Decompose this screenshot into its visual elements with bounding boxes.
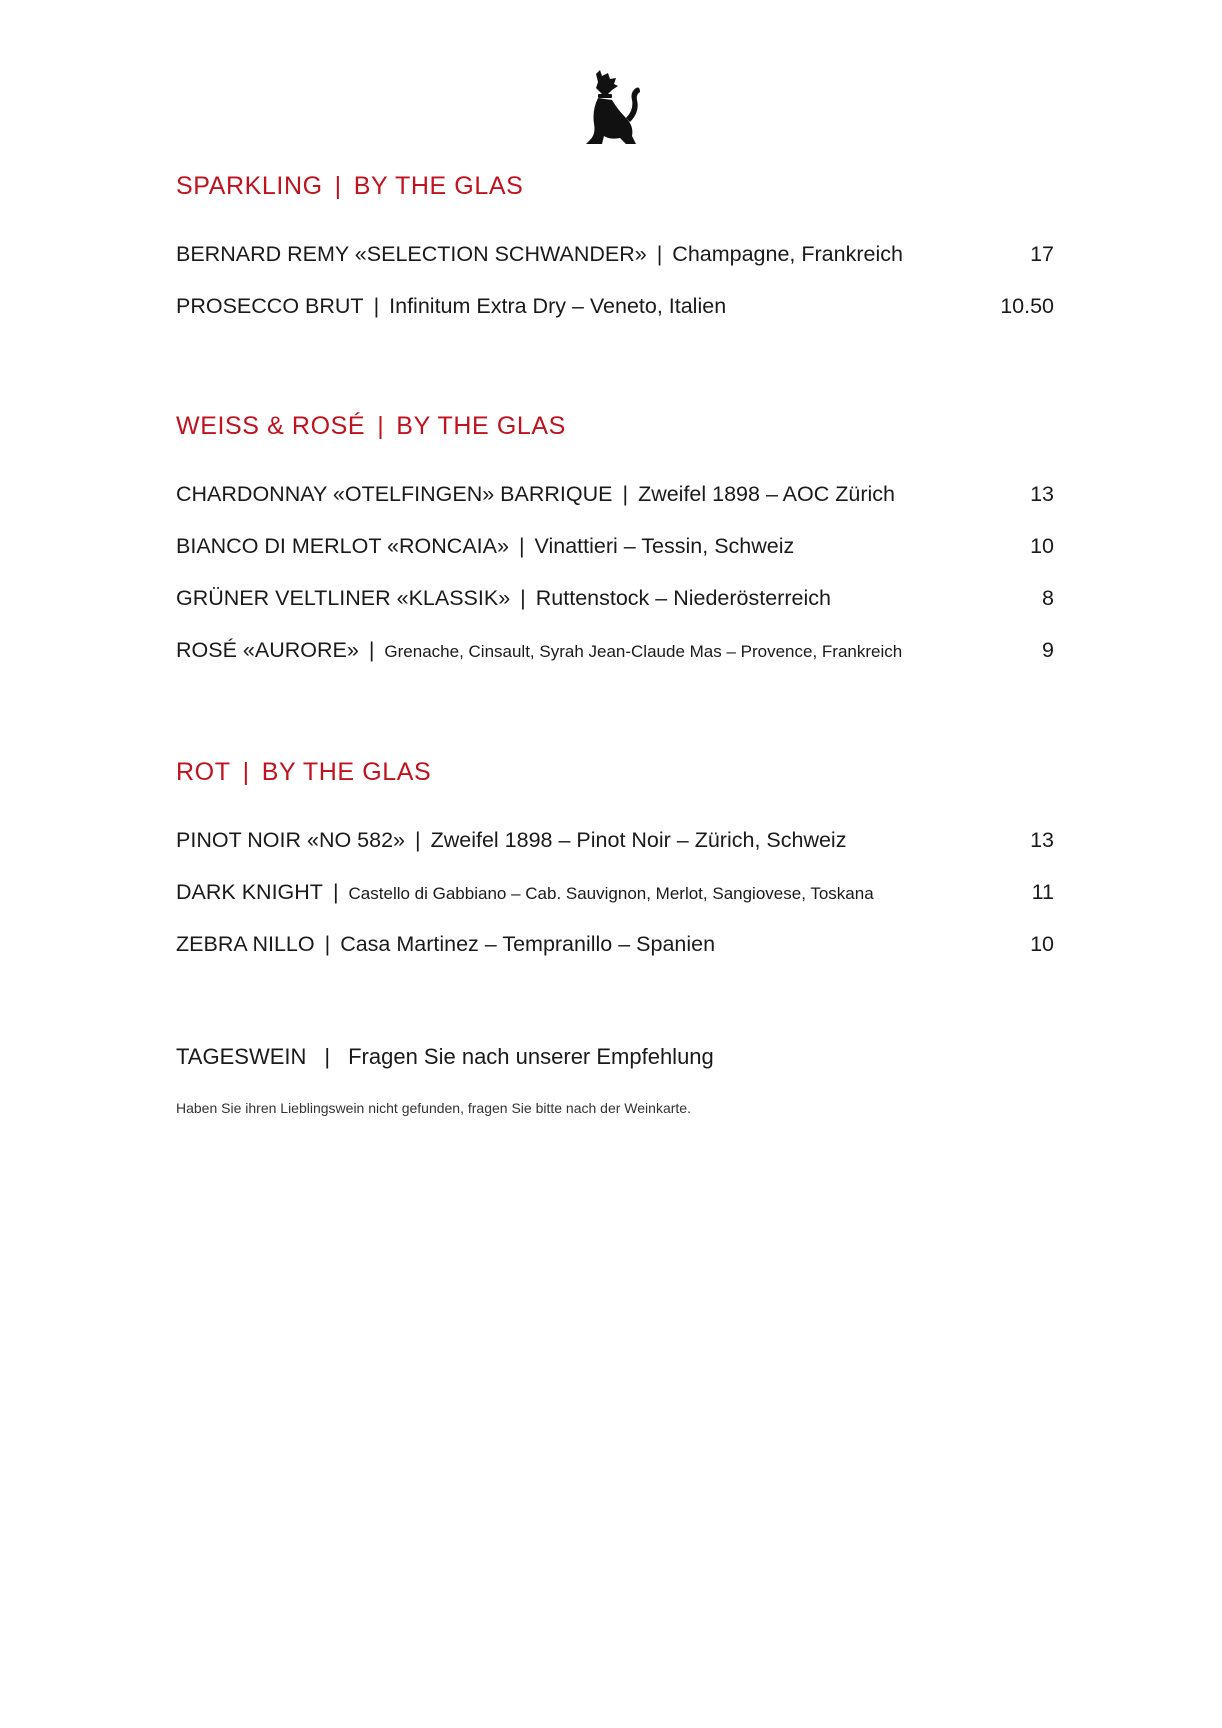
section-title [176, 758, 431, 787]
wine-description: Infinitum Extra Dry – Veneto, Italien [389, 294, 727, 318]
section-title [176, 412, 566, 441]
wine-separator: | [518, 534, 525, 558]
logo [582, 70, 644, 146]
wine-separator: | [324, 932, 331, 956]
section-title-left: ROT [176, 758, 231, 786]
wine-description: Zweifel 1898 – Pinot Noir – Zürich, Schweiz [430, 828, 847, 852]
wine-price: 10 [1030, 932, 1054, 956]
wine-description: Ruttenstock – Niederösterreich [535, 586, 831, 610]
wine-row [176, 828, 1054, 858]
wine-description: Castello di Gabbiano – Cab. Sauvignon, Merlot, Sangiovese, Toskana [348, 884, 874, 903]
wine-name: ROSÉ «AURORE» [176, 638, 359, 662]
wine-entry [176, 294, 726, 319]
wine-description: Casa Martinez – Tempranillo – Spanien [340, 932, 716, 956]
wine-entry [176, 242, 903, 267]
wine-name: PROSECCO BRUT [176, 294, 364, 318]
wine-row [176, 586, 1054, 616]
wine-entry [176, 638, 902, 663]
wine-entry [176, 586, 831, 611]
wine-row [176, 880, 1054, 910]
wine-row [176, 294, 1054, 324]
tageswein-separator: | [324, 1044, 331, 1069]
tageswein-label: TAGESWEIN [176, 1044, 307, 1069]
wine-row [176, 534, 1054, 564]
section-title-left: WEISS & ROSÉ [176, 412, 366, 440]
wine-price: 13 [1030, 482, 1054, 506]
wine-price: 9 [1042, 638, 1054, 662]
wine-separator: | [656, 242, 663, 266]
footer-note: Haben Sie ihren Lieblingswein nicht gefunden, fragen Sie bitte nach der Weinkarte. [176, 1100, 691, 1116]
wine-price: 17 [1030, 242, 1054, 266]
wine-entry [176, 534, 794, 559]
wine-name: CHARDONNAY «OTELFINGEN» BARRIQUE [176, 482, 613, 506]
wine-entry [176, 482, 895, 507]
section-title-separator: | [334, 172, 342, 200]
wine-name: BERNARD REMY «SELECTION SCHWANDER» [176, 242, 647, 266]
wine-row [176, 638, 1054, 668]
wine-row [176, 482, 1054, 512]
wine-price: 10 [1030, 534, 1054, 558]
wine-row [176, 242, 1054, 272]
wine-separator: | [373, 294, 380, 318]
section-title [176, 172, 523, 201]
wine-price: 13 [1030, 828, 1054, 852]
section-title-right: BY THE GLAS [396, 412, 566, 440]
wine-separator: | [415, 828, 421, 852]
wine-name: DARK KNIGHT [176, 880, 323, 904]
wine-separator: | [622, 482, 629, 506]
wine-name: PINOT NOIR «NO 582» [176, 828, 406, 852]
wine-name: GRÜNER VELTLINER «KLASSIK» [176, 586, 511, 610]
wine-separator: | [332, 880, 339, 904]
wine-price: 11 [1031, 880, 1054, 904]
wine-entry [176, 880, 874, 905]
section-title-right: BY THE GLAS [261, 758, 432, 786]
section-title-separator: | [242, 758, 250, 786]
tageswein-text: Fragen Sie nach unserer Empfehlung [348, 1044, 714, 1069]
wine-separator: | [368, 638, 375, 662]
wine-separator: | [520, 586, 526, 610]
section-title-right: BY THE GLAS [353, 172, 524, 200]
wine-name: BIANCO DI MERLOT «RONCAIA» [176, 534, 509, 558]
heraldic-dog-icon [582, 70, 644, 146]
wine-description: Zweifel 1898 – AOC Zürich [638, 482, 895, 506]
wine-description: Grenache, Cinsault, Syrah Jean-Claude Mas – Provence, Frankreich [384, 642, 903, 661]
wine-description: Champagne, Frankreich [672, 242, 903, 266]
wine-price: 10.50 [1000, 294, 1054, 318]
wine-price: 8 [1042, 586, 1054, 610]
wine-entry [176, 932, 715, 957]
wine-entry [176, 828, 846, 853]
tageswein-line [176, 1044, 714, 1070]
wine-description: Vinattieri – Tessin, Schweiz [534, 534, 795, 558]
section-title-left: SPARKLING [176, 172, 323, 200]
wine-row [176, 932, 1054, 962]
wine-name: ZEBRA NILLO [176, 932, 315, 956]
section-title-separator: | [377, 412, 385, 440]
